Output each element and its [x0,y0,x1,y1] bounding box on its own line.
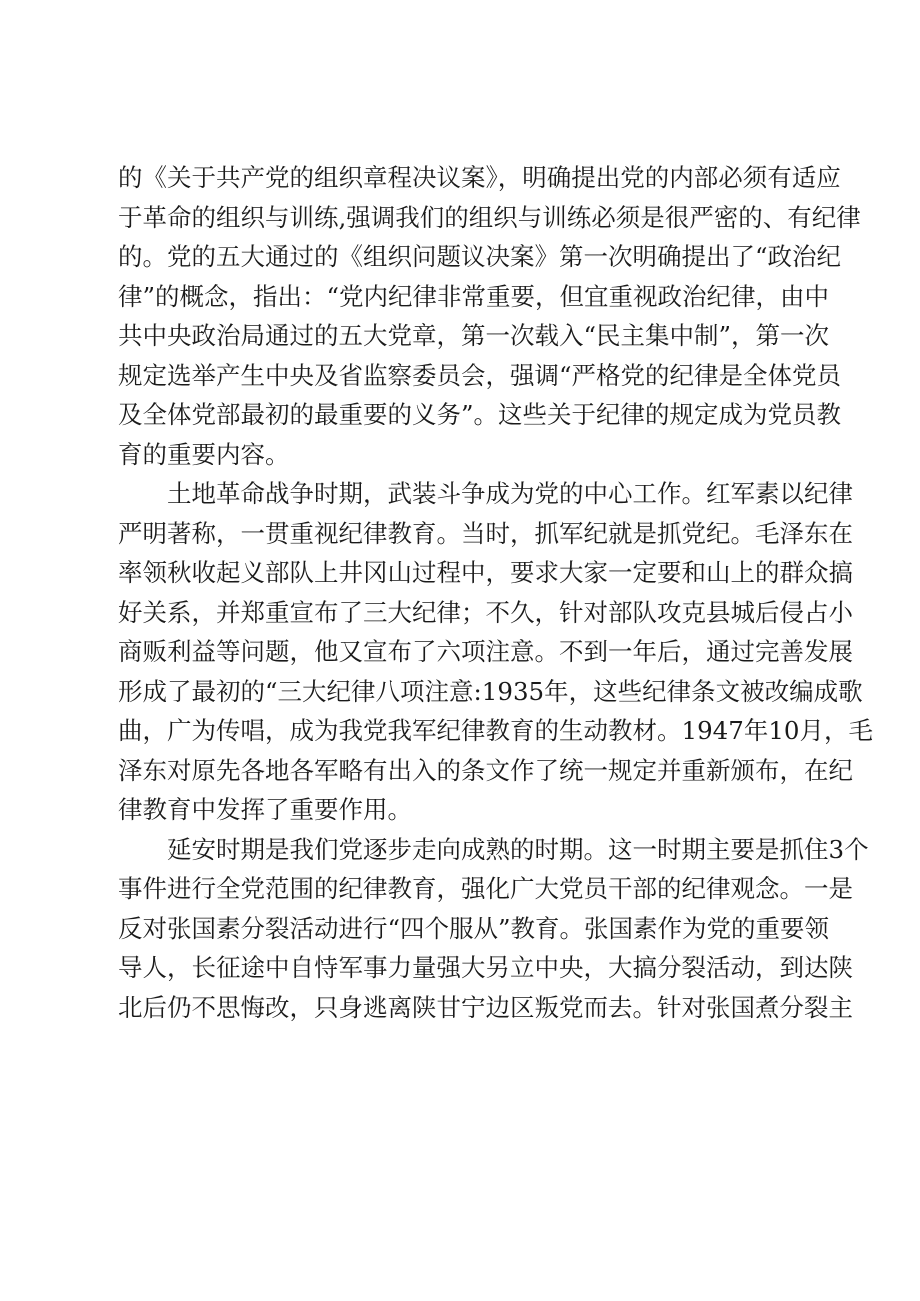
text-line: 率领秋收起义部队上井冈山过程中，要求大家一定要和山上的群众搞 [118,558,853,587]
body-text [118,158,874,1027]
text-line: 形成了最初的“三大纪律八项注意:1935年，这些纪律条文被改编成歌 [118,676,863,706]
text-line: 规定选举产生中央及省监察委员会，强调“严格党的纪律是全体党员 [118,360,842,390]
text-line: 律”的概念，指出：“党内纪律非常重要，但宜重视政治纪律，由中 [118,281,830,311]
text-line: 反对张国素分裂活动进行“四个服从”教育。张国素作为党的重要领 [118,913,830,943]
text-line: 曲，广为传唱，成为我党我军纪律教育的生动教材。1947年10月，毛 [118,716,874,745]
paragraph [118,474,874,830]
text-line: 事件进行全党范围的纪律教育，强化广大党员干部的纪律观念。一是 [118,874,853,903]
text-line: 共中央政治局通过的五大党章，第一次载入“民主集中制”，第一次 [118,321,830,350]
paragraph [118,158,861,474]
text-line: 延安时期是我们党逐步走向成熟的时期。这一时期主要是抓住3个 [167,834,869,864]
text-line: 好关系，并郑重宣布了三大纪律；不久，针对部队攻克县城后侵占小 [118,597,853,627]
text-line: 律教育中发挥了重要作用。 [118,795,412,824]
text-line: 导人，长征途中自恃军事力量强大另立中央，大搞分裂活动，到达陕 [118,953,853,982]
text-line: 的《关于共产党的组织章程决议案》，明确提出党的内部必须有适应 [118,163,841,192]
text-line: 严明著称，一贯重视纪律教育。当时，抓军纪就是抓党纪。毛泽东在 [118,518,853,548]
text-line: 及全体党部最初的最重要的义务”。这些关于纪律的规定成为党员教 [118,400,842,429]
text-line: 北后仍不思悔改，只身逃离陕甘宁边区叛党而去。针对张国煮分裂主 [118,992,853,1022]
text-line: 商贩利益等问题，他又宣布了六项注意。不到一年后，通过完善发展 [118,637,853,666]
text-line: 泽东对原先各地各军略有出入的条文作了统一规定并重新颁布，在纪 [118,755,853,785]
text-line: 土地革命战争时期，武装斗争成为党的中心工作。红军素以纪律 [167,479,853,508]
paragraph [118,830,869,1028]
text-line: 育的重要内容。 [118,439,290,469]
text-line: 的。党的五大通过的《组织问题议决案》第一次明确提出了“政治纪 [118,242,842,271]
text-line: 于革命的组织与训练,强调我们的组织与训练必须是很严密的、有纪律 [118,202,861,232]
